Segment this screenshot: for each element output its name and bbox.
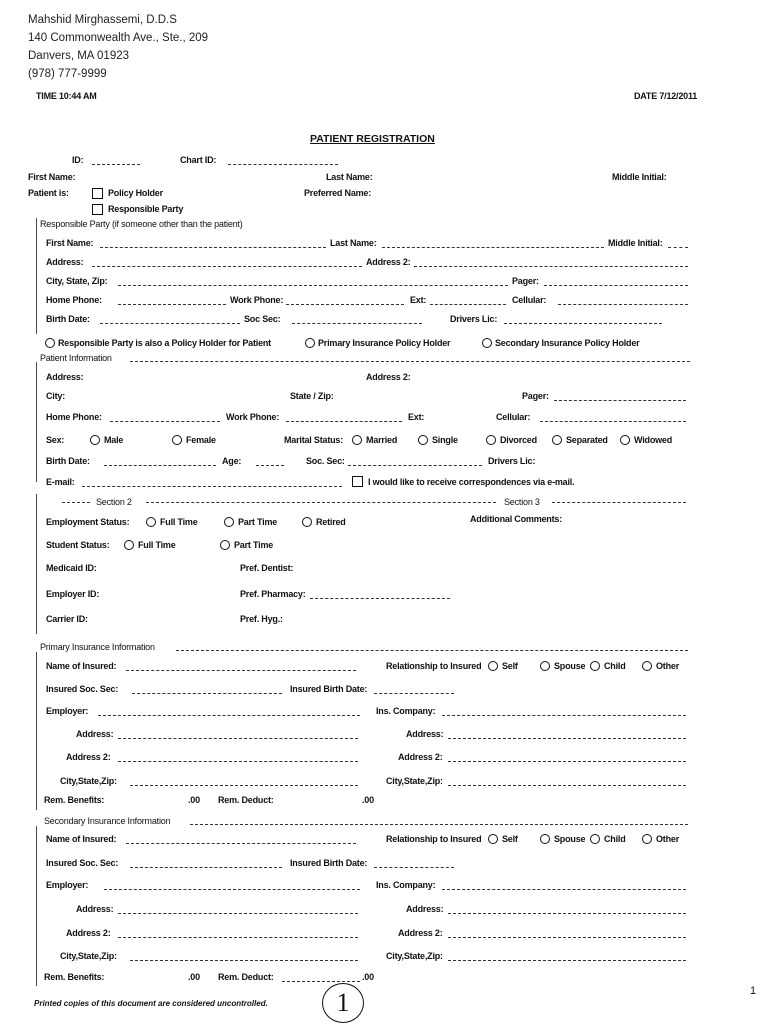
pri-soc-sec-label: Insured Soc. Sec: bbox=[46, 684, 119, 694]
practice-address-2: Danvers, MA 01923 bbox=[28, 50, 130, 62]
pt-drivers-lic-label: Drivers Lic: bbox=[488, 456, 536, 466]
section2-divider-right bbox=[146, 502, 496, 503]
medicaid-id-label: Medicaid ID: bbox=[46, 563, 97, 573]
pt-pager-field[interactable] bbox=[554, 400, 686, 401]
pt-female-radio[interactable] bbox=[172, 435, 182, 445]
pri-city-r-field[interactable] bbox=[448, 785, 686, 786]
first-name-label: First Name: bbox=[28, 172, 76, 182]
sec-ins-company-field[interactable] bbox=[442, 889, 686, 890]
patient-is-label: Patient is: bbox=[28, 188, 69, 198]
pri-name-insured-label: Name of Insured: bbox=[46, 661, 117, 671]
section3-divider bbox=[552, 502, 686, 503]
rp-work-phone-label: Work Phone: bbox=[230, 295, 284, 305]
practice-address-1: 140 Commonwealth Ave., Ste., 209 bbox=[28, 32, 209, 44]
pt-work-phone-label: Work Phone: bbox=[226, 412, 280, 422]
sec-ins-company-label: Ins. Company: bbox=[376, 880, 436, 890]
secondary-bracket bbox=[36, 826, 37, 986]
sec-name-insured-label: Name of Insured: bbox=[46, 834, 117, 844]
pri-child-radio[interactable] bbox=[590, 661, 600, 671]
practice-name: Mahshid Mirghassemi, D.D.S bbox=[28, 14, 177, 26]
sec-address2-label: Address 2: bbox=[66, 928, 111, 938]
primary-holder-radio[interactable] bbox=[305, 338, 315, 348]
responsible-party-checkbox[interactable] bbox=[92, 204, 103, 215]
pt-soc-sec-label: Soc. Sec: bbox=[306, 456, 345, 466]
date-stamp: DATE 7/12/2011 bbox=[634, 91, 698, 101]
pt-email-field[interactable] bbox=[82, 486, 342, 487]
pt-single-label: Single bbox=[432, 435, 458, 445]
rp-birth-date-field[interactable] bbox=[100, 323, 240, 324]
sec-child-radio[interactable] bbox=[590, 834, 600, 844]
pri-ins-company-field[interactable] bbox=[442, 715, 686, 716]
sec-child-label: Child bbox=[604, 834, 626, 844]
pt-marital-label: Marital Status: bbox=[284, 435, 344, 445]
emp-retired-label: Retired bbox=[316, 517, 346, 527]
employment-status-label: Employment Status: bbox=[46, 517, 130, 527]
rp-last-name-field[interactable] bbox=[382, 247, 604, 248]
rp-cellular-label: Cellular: bbox=[512, 295, 547, 305]
rp-address2-field[interactable] bbox=[414, 266, 688, 267]
patient-info-divider bbox=[130, 361, 690, 362]
rp-city-state-zip-label: City, State, Zip: bbox=[46, 276, 108, 286]
rp-pager-label: Pager: bbox=[512, 276, 539, 286]
pt-male-radio[interactable] bbox=[90, 435, 100, 445]
rp-soc-sec-field[interactable] bbox=[292, 323, 422, 324]
sec-rem-deduct-field[interactable] bbox=[282, 981, 360, 982]
rp-city-state-zip-field[interactable] bbox=[118, 285, 508, 286]
pt-age-field[interactable] bbox=[256, 465, 284, 466]
rp-drivers-lic-field[interactable] bbox=[504, 323, 662, 324]
pt-state-zip-label: State / Zip: bbox=[290, 391, 334, 401]
section2-heading: Section 2 bbox=[96, 497, 132, 507]
pri-city-label: City,State,Zip: bbox=[60, 776, 117, 786]
pt-separated-radio[interactable] bbox=[552, 435, 562, 445]
form-title: PATIENT REGISTRATION bbox=[310, 133, 435, 145]
sec-city-r-field[interactable] bbox=[448, 960, 686, 961]
pt-married-label: Married bbox=[366, 435, 398, 445]
rp-address-label: Address: bbox=[46, 257, 84, 267]
practice-phone: (978) 777-9999 bbox=[28, 68, 107, 80]
pri-birth-date-label: Insured Birth Date: bbox=[290, 684, 368, 694]
primary-insurance-heading: Primary Insurance Information bbox=[40, 642, 155, 652]
pt-address2-label: Address 2: bbox=[366, 372, 411, 382]
rp-first-name-label: First Name: bbox=[46, 238, 94, 248]
pri-address2-r-field[interactable] bbox=[448, 761, 686, 762]
handwritten-page-number: 1 bbox=[322, 983, 364, 1023]
responsible-heading: Responsible Party (if someone other than the patient) bbox=[40, 219, 243, 229]
pri-employer-label: Employer: bbox=[46, 706, 89, 716]
sec-rem-deduct-label: Rem. Deduct: bbox=[218, 972, 274, 982]
sec-address2-r-label: Address 2: bbox=[398, 928, 443, 938]
pri-rem-benefits-value: .00 bbox=[188, 795, 200, 805]
sec-self-radio[interactable] bbox=[488, 834, 498, 844]
pt-pager-label: Pager: bbox=[522, 391, 549, 401]
page-number: 1 bbox=[750, 985, 757, 997]
sec-city-field[interactable] bbox=[130, 960, 358, 961]
policy-holder-label: Policy Holder bbox=[108, 188, 163, 198]
sec-birth-date-label: Insured Birth Date: bbox=[290, 858, 368, 868]
section3-heading: Section 3 bbox=[504, 497, 540, 507]
employer-id-label: Employer ID: bbox=[46, 589, 100, 599]
sec-employer-field[interactable] bbox=[104, 889, 360, 890]
pri-self-label: Self bbox=[502, 661, 518, 671]
policy-holder-checkbox[interactable] bbox=[92, 188, 103, 199]
sec-address-field[interactable] bbox=[118, 913, 358, 914]
pri-address-field[interactable] bbox=[118, 738, 358, 739]
rp-address2-label: Address 2: bbox=[366, 257, 411, 267]
pt-home-phone-label: Home Phone: bbox=[46, 412, 102, 422]
pri-relationship-label: Relationship to Insured bbox=[386, 661, 482, 671]
rp-birth-date-label: Birth Date: bbox=[46, 314, 90, 324]
sec-address2-r-field[interactable] bbox=[448, 937, 686, 938]
carrier-id-label: Carrier ID: bbox=[46, 614, 88, 624]
pref-pharmacy-label: Pref. Pharmacy: bbox=[240, 589, 306, 599]
sec-address-r-field[interactable] bbox=[448, 913, 686, 914]
patient-info-heading: Patient Information bbox=[40, 353, 112, 363]
pt-divorced-radio[interactable] bbox=[486, 435, 496, 445]
sec-employer-label: Employer: bbox=[46, 880, 89, 890]
pt-cellular-field[interactable] bbox=[540, 421, 686, 422]
pt-age-label: Age: bbox=[222, 456, 242, 466]
sec-rem-benefits-label: Rem. Benefits: bbox=[44, 972, 105, 982]
rp-policy-label: Responsible Party is also a Policy Holder for Patient bbox=[58, 338, 271, 348]
rp-ext-field[interactable] bbox=[430, 304, 506, 305]
emp-full-time-radio[interactable] bbox=[146, 517, 156, 527]
pri-spouse-radio[interactable] bbox=[540, 661, 550, 671]
sec-relationship-label: Relationship to Insured bbox=[386, 834, 482, 844]
pt-widowed-label: Widowed bbox=[634, 435, 673, 445]
pri-address-r-label: Address: bbox=[406, 729, 444, 739]
primary-divider bbox=[176, 650, 688, 651]
sec-soc-sec-field[interactable] bbox=[130, 867, 282, 868]
pri-rem-deduct-label: Rem. Deduct: bbox=[218, 795, 274, 805]
pt-married-radio[interactable] bbox=[352, 435, 362, 445]
pri-address2-label: Address 2: bbox=[66, 752, 111, 762]
sec-spouse-radio[interactable] bbox=[540, 834, 550, 844]
rp-soc-sec-label: Soc Sec: bbox=[244, 314, 281, 324]
sec-address-label: Address: bbox=[76, 904, 114, 914]
secondary-divider bbox=[190, 824, 688, 825]
rp-middle-initial-field[interactable] bbox=[668, 247, 688, 248]
sec-spouse-label: Spouse bbox=[554, 834, 586, 844]
sec-rem-benefits-value: .00 bbox=[188, 972, 200, 982]
emp-part-time-label: Part Time bbox=[238, 517, 278, 527]
sec-rem-deduct-value: .00 bbox=[362, 972, 374, 982]
pri-birth-date-field[interactable] bbox=[374, 693, 454, 694]
sec-other-radio[interactable] bbox=[642, 834, 652, 844]
pref-pharmacy-field[interactable] bbox=[310, 598, 450, 599]
pt-city-label: City: bbox=[46, 391, 65, 401]
pt-email-checkbox[interactable] bbox=[352, 476, 363, 487]
pt-email-opt-label: I would like to receive correspondences via e-mail. bbox=[368, 477, 575, 487]
stu-part-time-radio[interactable] bbox=[220, 540, 230, 550]
pri-address2-field[interactable] bbox=[118, 761, 358, 762]
rp-policy-radio[interactable] bbox=[45, 338, 55, 348]
sec-birth-date-field[interactable] bbox=[374, 867, 454, 868]
emp-retired-radio[interactable] bbox=[302, 517, 312, 527]
middle-initial-label: Middle Initial: bbox=[612, 172, 667, 182]
student-status-label: Student Status: bbox=[46, 540, 110, 550]
pri-employer-field[interactable] bbox=[98, 715, 360, 716]
section2-divider-left bbox=[62, 502, 90, 503]
primary-bracket bbox=[36, 652, 37, 810]
pri-address-r-field[interactable] bbox=[448, 738, 686, 739]
pt-divorced-label: Divorced bbox=[500, 435, 537, 445]
stu-full-time-label: Full Time bbox=[138, 540, 176, 550]
pref-hyg-label: Pref. Hyg.: bbox=[240, 614, 283, 624]
sec-city-label: City,State,Zip: bbox=[60, 951, 117, 961]
pri-child-label: Child bbox=[604, 661, 626, 671]
chart-id-field[interactable] bbox=[228, 164, 338, 165]
rp-last-name-label: Last Name: bbox=[330, 238, 377, 248]
sec-name-insured-field[interactable] bbox=[126, 843, 356, 844]
pri-other-radio[interactable] bbox=[642, 661, 652, 671]
rp-middle-initial-label: Middle Initial: bbox=[608, 238, 663, 248]
patient-bracket bbox=[36, 362, 37, 482]
pri-name-insured-field[interactable] bbox=[126, 670, 356, 671]
footer-note: Printed copies of this document are considered uncontrolled. bbox=[34, 999, 268, 1008]
rp-first-name-field[interactable] bbox=[100, 247, 326, 248]
rp-pager-field[interactable] bbox=[544, 285, 688, 286]
rp-ext-label: Ext: bbox=[410, 295, 427, 305]
time-stamp: TIME 10:44 AM bbox=[36, 91, 97, 101]
pt-sex-label: Sex: bbox=[46, 435, 65, 445]
emp-part-time-radio[interactable] bbox=[224, 517, 234, 527]
sec-other-label: Other bbox=[656, 834, 680, 844]
pt-soc-sec-field[interactable] bbox=[348, 465, 482, 466]
sec-self-label: Self bbox=[502, 834, 518, 844]
pri-city-r-label: City,State,Zip: bbox=[386, 776, 443, 786]
pri-rem-benefits-label: Rem. Benefits: bbox=[44, 795, 105, 805]
secondary-holder-label: Secondary Insurance Policy Holder bbox=[495, 338, 640, 348]
pri-self-radio[interactable] bbox=[488, 661, 498, 671]
stu-full-time-radio[interactable] bbox=[124, 540, 134, 550]
sec-address2-field[interactable] bbox=[118, 937, 358, 938]
pri-ins-company-label: Ins. Company: bbox=[376, 706, 436, 716]
secondary-insurance-heading: Secondary Insurance Information bbox=[44, 816, 171, 826]
pt-home-phone-field[interactable] bbox=[110, 421, 220, 422]
pt-email-label: E-mail: bbox=[46, 477, 75, 487]
sec-address-r-label: Address: bbox=[406, 904, 444, 914]
pt-widowed-radio[interactable] bbox=[620, 435, 630, 445]
rp-address-field[interactable] bbox=[92, 266, 362, 267]
id-label: ID: bbox=[72, 155, 84, 165]
pt-male-label: Male bbox=[104, 435, 124, 445]
sec-soc-sec-label: Insured Soc. Sec: bbox=[46, 858, 119, 868]
secondary-holder-radio[interactable] bbox=[482, 338, 492, 348]
pt-ext-label: Ext: bbox=[408, 412, 425, 422]
pref-dentist-label: Pref. Dentist: bbox=[240, 563, 294, 573]
pri-soc-sec-field[interactable] bbox=[132, 693, 282, 694]
section2-bracket bbox=[36, 494, 37, 634]
pri-address-label: Address: bbox=[76, 729, 114, 739]
rp-drivers-lic-label: Drivers Lic: bbox=[450, 314, 498, 324]
pt-address-label: Address: bbox=[46, 372, 84, 382]
preferred-name-label: Preferred Name: bbox=[304, 188, 372, 198]
last-name-label: Last Name: bbox=[326, 172, 373, 182]
chart-id-label: Chart ID: bbox=[180, 155, 217, 165]
pri-address2-r-label: Address 2: bbox=[398, 752, 443, 762]
additional-comments-label: Additional Comments: bbox=[470, 514, 562, 524]
rp-home-phone-label: Home Phone: bbox=[46, 295, 102, 305]
pri-spouse-label: Spouse bbox=[554, 661, 586, 671]
pri-city-field[interactable] bbox=[130, 785, 358, 786]
rp-cellular-field[interactable] bbox=[558, 304, 688, 305]
pt-single-radio[interactable] bbox=[418, 435, 428, 445]
sec-city-r-label: City,State,Zip: bbox=[386, 951, 443, 961]
rp-work-phone-field[interactable] bbox=[286, 304, 404, 305]
emp-full-time-label: Full Time bbox=[160, 517, 198, 527]
responsible-bracket bbox=[36, 218, 37, 334]
primary-holder-label: Primary Insurance Policy Holder bbox=[318, 338, 451, 348]
stu-part-time-label: Part Time bbox=[234, 540, 274, 550]
pt-birth-date-label: Birth Date: bbox=[46, 456, 90, 466]
pt-birth-date-field[interactable] bbox=[104, 465, 216, 466]
id-field[interactable] bbox=[92, 164, 140, 165]
rp-home-phone-field[interactable] bbox=[118, 304, 226, 305]
pt-work-phone-field[interactable] bbox=[286, 421, 402, 422]
pt-female-label: Female bbox=[186, 435, 216, 445]
pt-separated-label: Separated bbox=[566, 435, 608, 445]
responsible-party-label: Responsible Party bbox=[108, 204, 184, 214]
pri-other-label: Other bbox=[656, 661, 680, 671]
pri-rem-deduct-value: .00 bbox=[362, 795, 374, 805]
pt-cellular-label: Cellular: bbox=[496, 412, 531, 422]
